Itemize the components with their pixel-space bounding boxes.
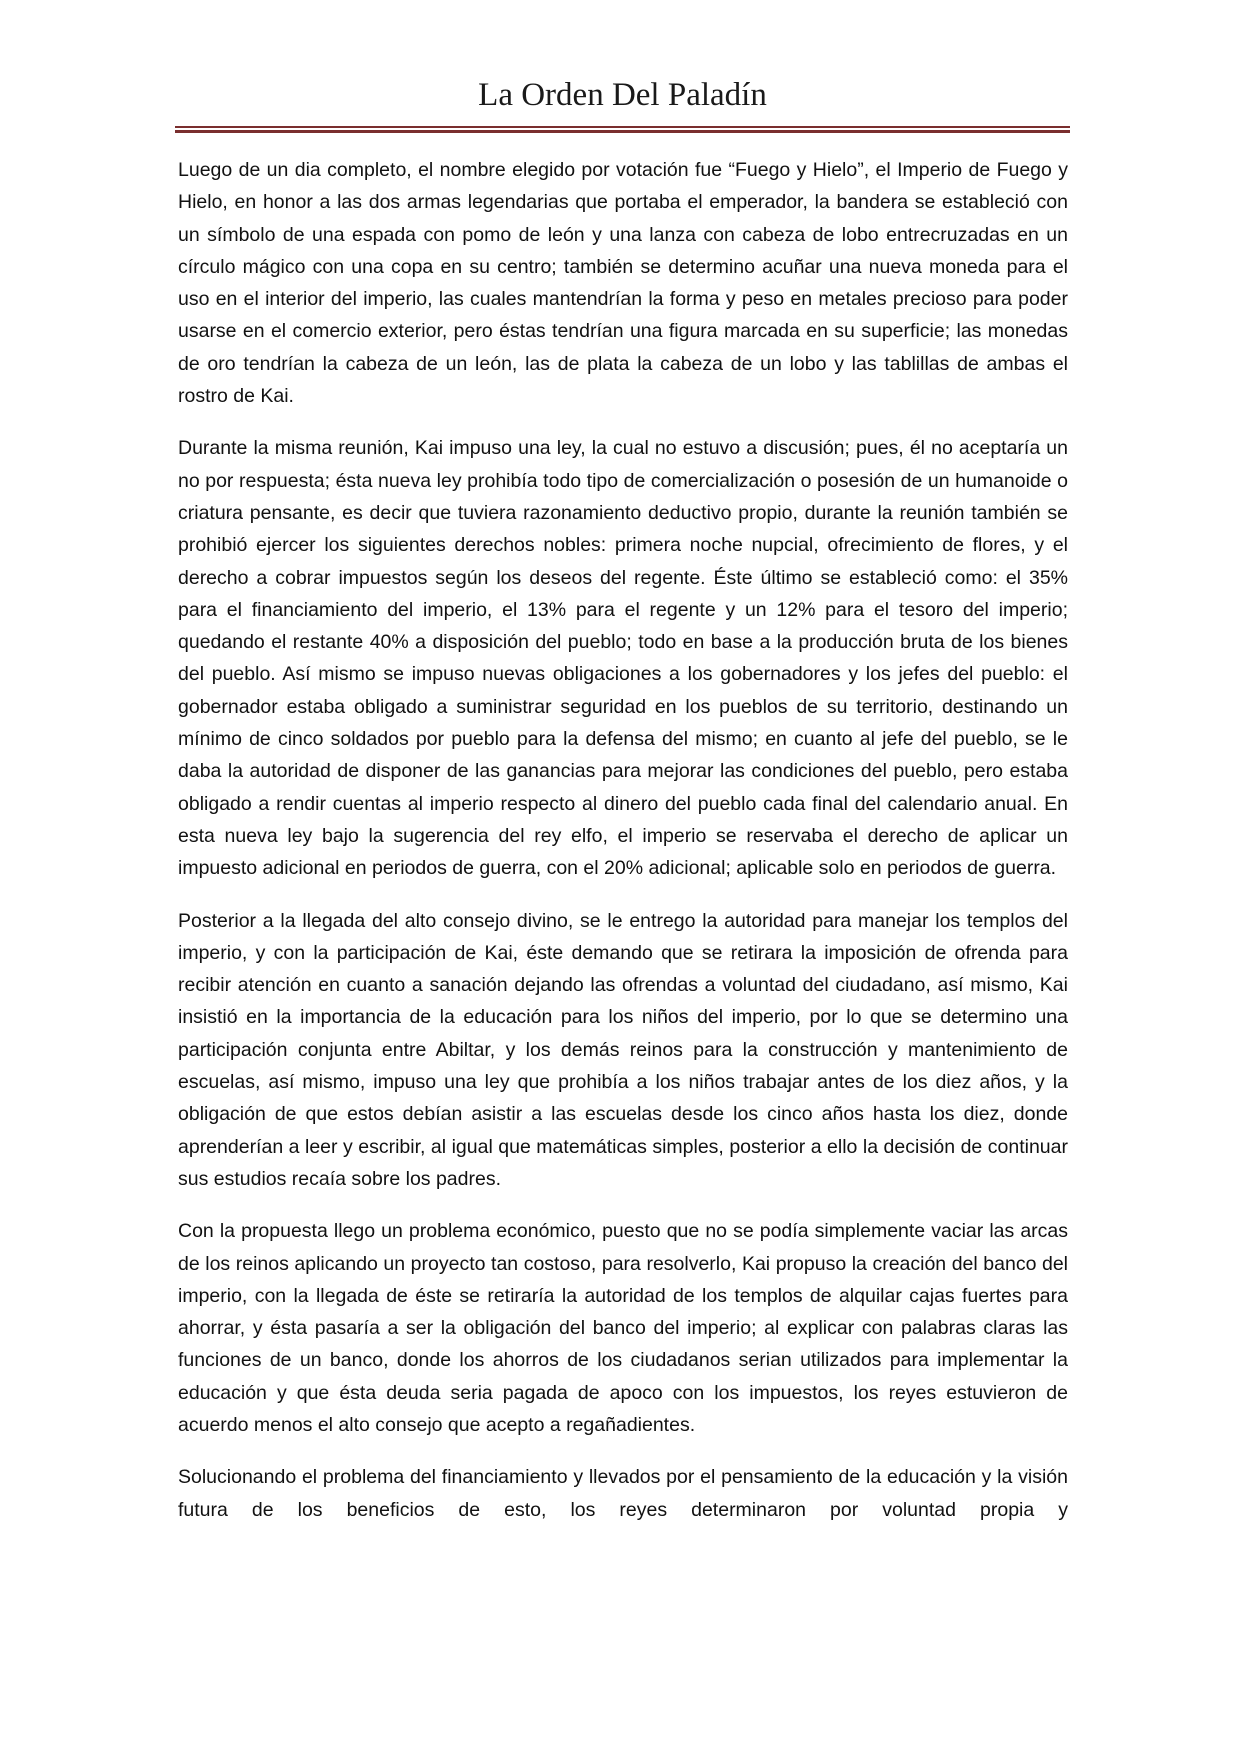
paragraph-2: Durante la misma reunión, Kai impuso una ley, la cual no estuvo a discusión; pues, él no aceptaría un no por respuesta; ésta nueva ley prohibía todo tipo de comercialización o posesión de un humanoide o criatura pensante, es decir que tuviera razonamiento deductivo propio, durante la reunión también se prohibió ejercer los siguientes derechos nobles: primera noche nupcial, ofrecimiento de flores, y el derecho a cobrar impuestos según los deseos del regente. Éste último se estableció como: el 35% para el financiamiento del imperio, el 13% para el regente y un 12% para el tesoro del imperio; quedando el restante 40% a disposición del pueblo; todo en base a la producción bruta de los bienes del pueblo. Así mismo se impuso nuevas obligaciones a los gobernadores y los jefes del pueblo: el gobernador estaba obligado a suministrar seguridad en los pueblos de su territorio, destinando un mínimo de cinco soldados por pueblo para la defensa del mismo; en cuanto al jefe del pueblo, se le daba la autoridad de disponer de las ganancias para mejorar las condiciones del pueblo, pero estaba obligado a rendir cuentas al imperio respecto al dinero del pueblo cada final del calendario anual. En esta nueva ley bajo la sugerencia del rey elfo, el imperio se reservaba el derecho de aplicar un impuesto adicional en periodos de guerra, con el 20% adicional; aplicable solo en periodos de guerra. [178,437,1068,880]
page-header [175,72,1070,133]
paragraph-1: Luego de un dia completo, el nombre elegido por votación fue “Fuego y Hielo”, el Imperio de Fuego y Hielo, en honor a las dos armas legendarias que portaba el emperador, la bandera se estableció con un símbolo de una espada con pomo de león y una lanza con cabeza de lobo entrecruzadas en un círculo mágico con una copa en su centro; también se determino acuñar una nueva moneda para el uso en el interior del imperio, las cuales mantendrían la forma y peso en metales precioso para poder usarse en el comercio exterior, pero éstas tendrían una figura marcada en su superficie; las monedas de oro tendrían la cabeza de un león, las de plata la cabeza de un lobo y las tablillas de ambas el rostro de Kai. [178,159,1068,408]
paragraph-5: Solucionando el problema del financiamiento y llevados por el pensamiento de la educación y la visión futura de los beneficios de esto, los reyes determinaron por voluntad propia y [178,1466,1068,1521]
paragraph-3: Posterior a la llegada del alto consejo divino, se le entrego la autoridad para manejar los templos del imperio, y con la participación de Kai, éste demando que se retirara la imposición de ofrenda para recibir atención en cuanto a sanación dejando las ofrendas a voluntad del ciudadano, así mismo, Kai insistió en la importancia de la educación para los niños del imperio, por lo que se determino una participación conjunta entre Abiltar, y los demás reinos para la construcción y mantenimiento de escuelas, así mismo, impuso una ley que prohibía a los niños trabajar antes de los diez años, y la obligación de que estos debían asistir a las escuelas desde los cinco años hasta los diez, donde aprenderían a leer y escribir, al igual que matemáticas simples, posterior a ello la decisión de continuar sus estudios recaía sobre los padres. [178,909,1068,1190]
page-title: La Orden Del Paladín [478,77,767,113]
header-rule-thin [175,126,1070,128]
document-body [178,154,1068,1546]
paragraph-4: Con la propuesta llego un problema económico, puesto que no se podía simplemente vaciar las arcas de los reinos aplicando un proyecto tan costoso, para resolverlo, Kai propuso la creación del banco del imperio, con la llegada de éste se retiraría la autoridad de los templos de alquilar cajas fuertes para ahorrar, y ésta pasaría a ser la obligación del banco del imperio; al explicar con palabras claras las funciones de un banco, donde los ahorros de los ciudadanos serian utilizados para implementar la educación y que ésta deuda seria pagada de apoco con los impuestos, los reyes estuvieron de acuerdo menos el alto consejo que acepto a regañadientes. [178,1220,1068,1436]
header-rule-thick [175,130,1070,133]
